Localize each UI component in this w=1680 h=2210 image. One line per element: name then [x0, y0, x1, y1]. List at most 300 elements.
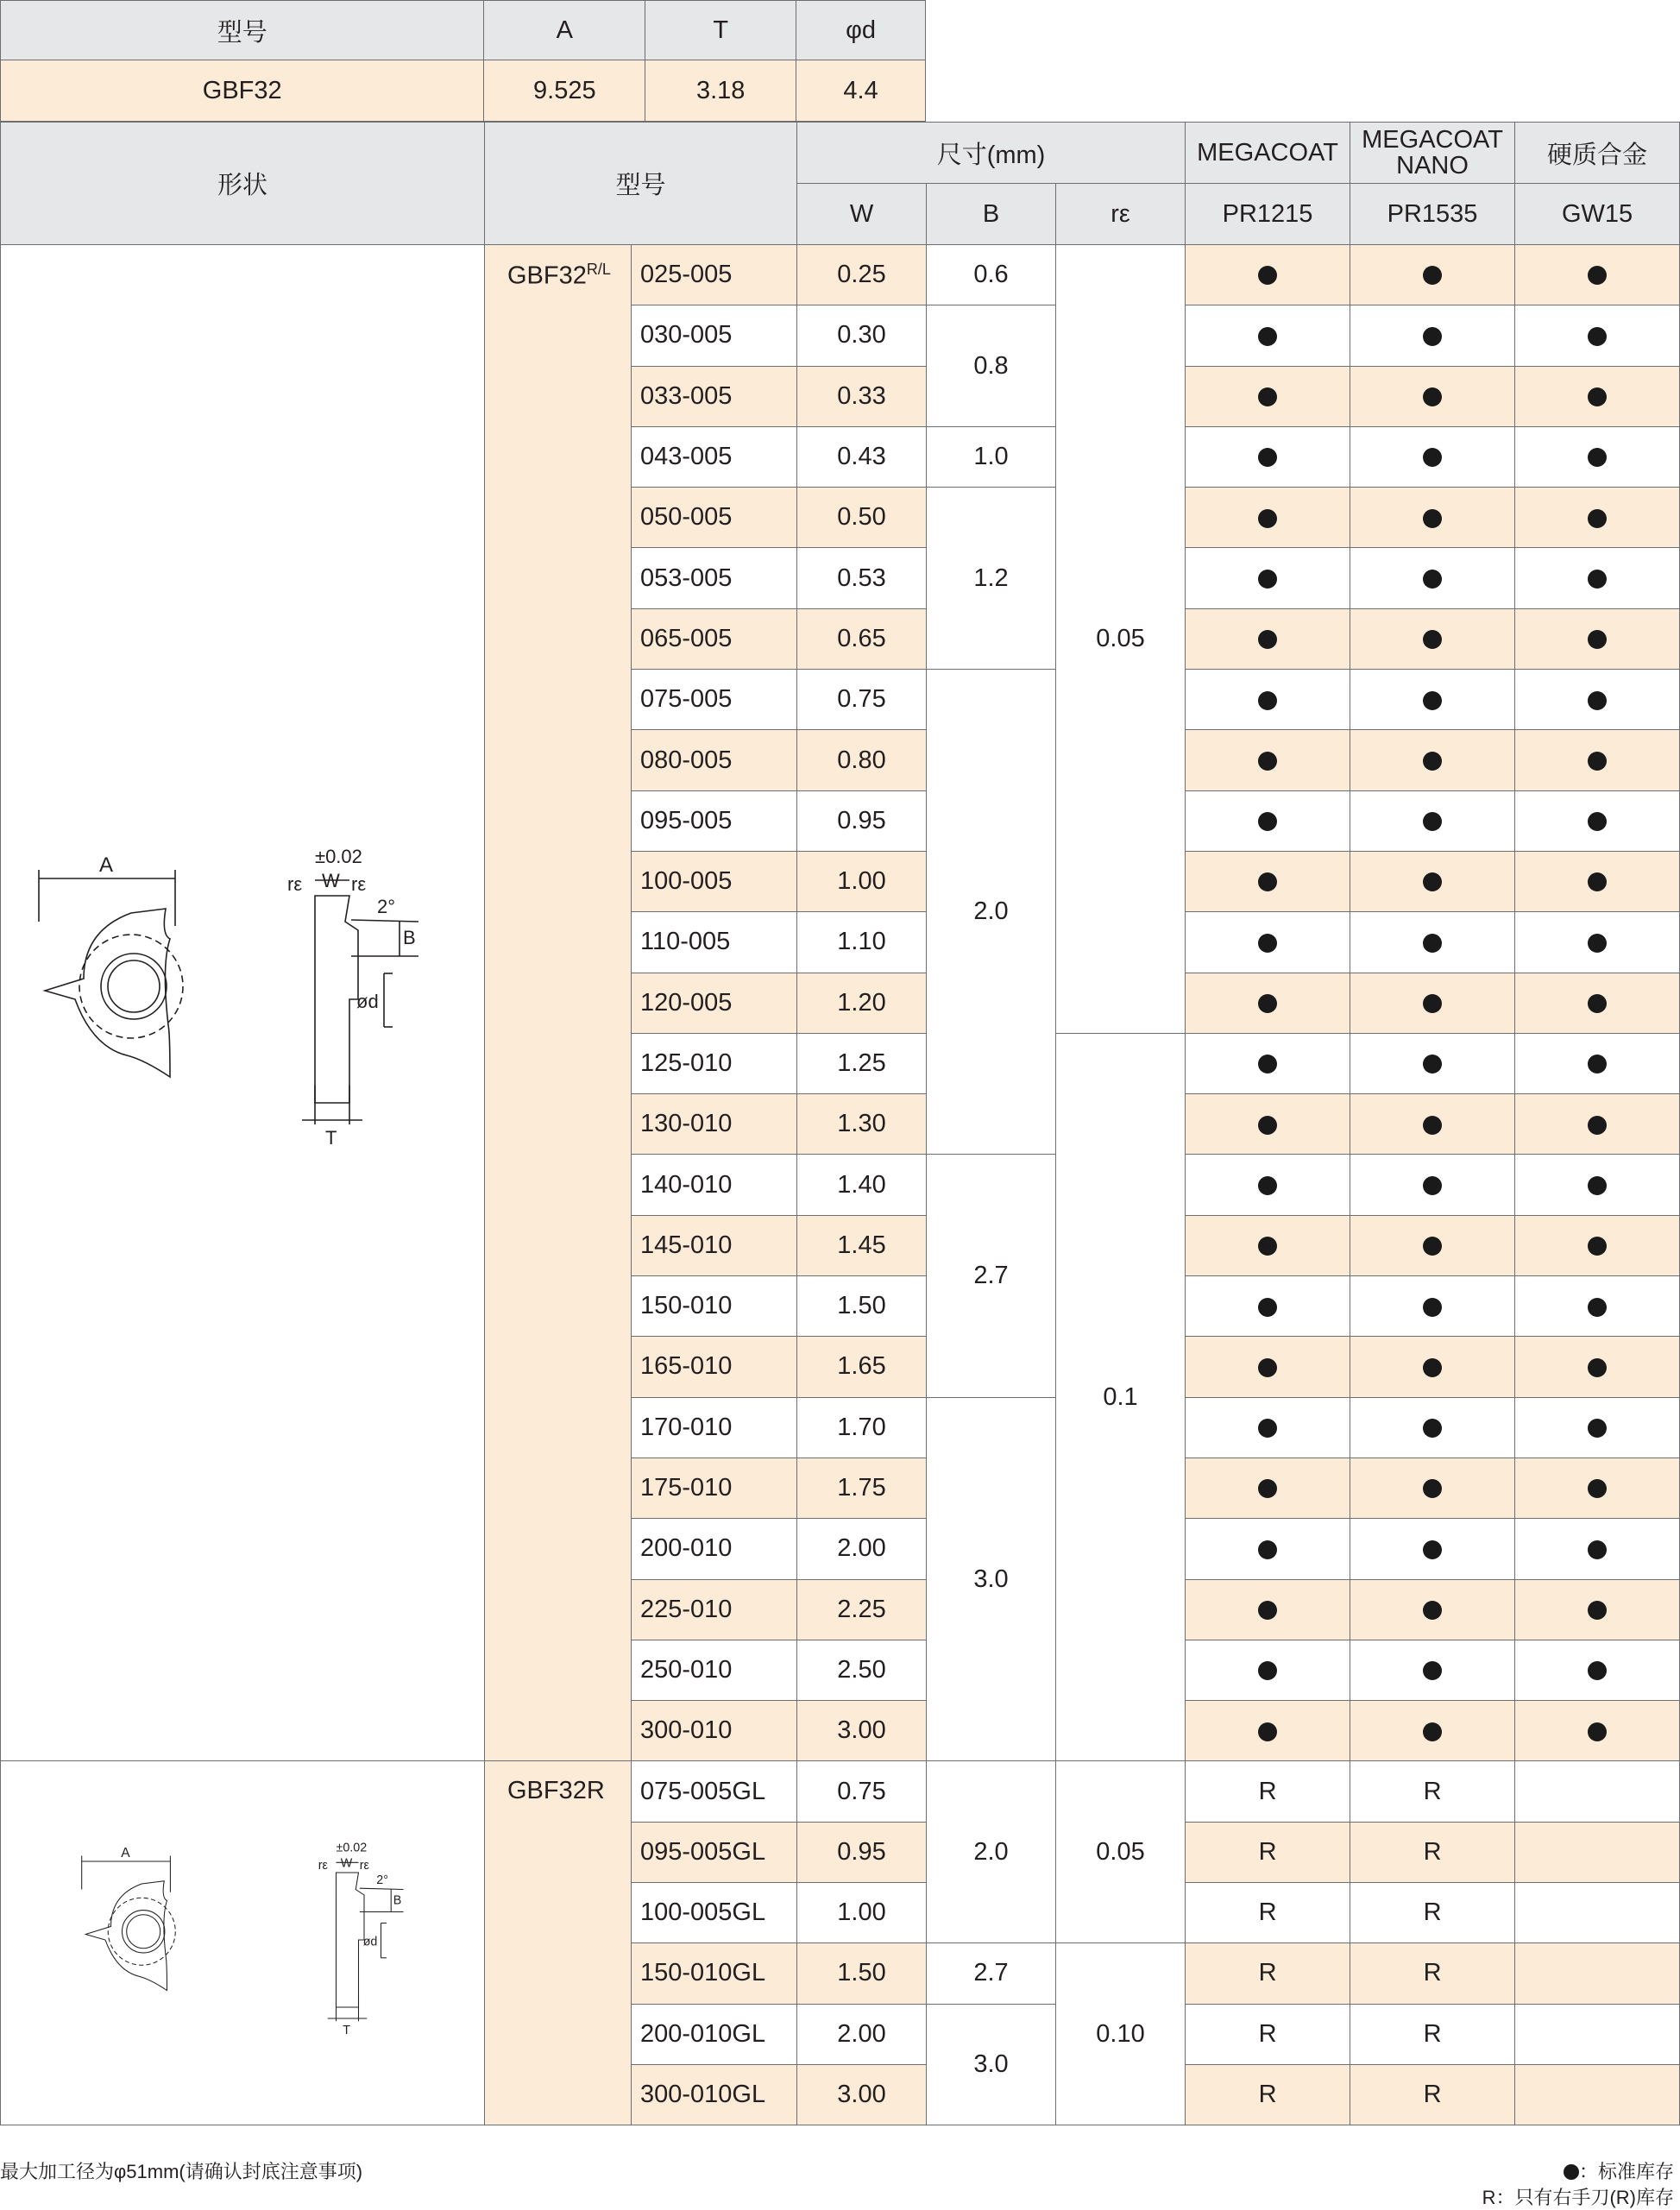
- b-cell: 3.0: [927, 2004, 1056, 2125]
- code-cell: 095-005GL: [632, 1822, 797, 1882]
- family-name: GBF32R: [507, 1777, 605, 1805]
- grade-pr1215-cell: [1186, 973, 1350, 1033]
- code-cell: 053-005: [632, 548, 797, 608]
- label-angle: 2°: [377, 896, 396, 918]
- header-b: B: [927, 184, 1056, 245]
- grade-pr1535-cell: [1350, 426, 1515, 487]
- bullet-icon: [1258, 1116, 1277, 1135]
- bullet-icon: [1258, 691, 1277, 710]
- bullet-icon: [1258, 872, 1277, 891]
- grade-pr1535-cell: [1350, 1701, 1515, 1761]
- w-cell: 0.25: [797, 245, 927, 305]
- footer-note: 最大加工径为φ51mm(请确认封底注意事项): [0, 2161, 363, 2182]
- grade-pr1215-cell: [1186, 912, 1350, 973]
- code-cell: 080-005: [632, 730, 797, 790]
- w-cell: 1.40: [797, 1155, 927, 1215]
- grade-pr1535-cell: [1350, 488, 1515, 548]
- code-cell: 170-010: [632, 1397, 797, 1458]
- grade-pr1215-cell: [1186, 366, 1350, 426]
- w-cell: 3.00: [797, 2064, 927, 2125]
- b-cell: 2.0: [927, 1761, 1056, 1943]
- grade-pr1535-cell: [1350, 1397, 1515, 1458]
- grade-pr1215-cell: [1186, 1033, 1350, 1093]
- w-cell: 3.00: [797, 1701, 927, 1761]
- grade-gw15-cell: [1515, 2064, 1680, 2125]
- b-cell: 0.6: [927, 245, 1056, 305]
- code-cell: 150-010GL: [632, 1943, 797, 2004]
- bullet-icon: [1588, 1661, 1607, 1680]
- grade-pr1535-cell: [1350, 790, 1515, 851]
- code-cell: 075-005GL: [632, 1761, 797, 1822]
- code-cell: 025-005: [632, 245, 797, 305]
- grade-gw15-cell: [1515, 548, 1680, 608]
- label-w: W: [340, 1856, 353, 1871]
- insert-table: [0, 122, 1680, 2125]
- bullet-icon: [1423, 1237, 1442, 1256]
- family-cell: [485, 245, 632, 1761]
- label-b: B: [393, 1893, 402, 1908]
- header-carbide: 硬质合金: [1515, 123, 1680, 184]
- bullet-icon: [1588, 1722, 1607, 1741]
- grade-pr1215-cell: [1186, 1276, 1350, 1337]
- label-a: A: [98, 853, 113, 878]
- re-cell: 0.10: [1056, 1943, 1186, 2125]
- bullet-icon: [1423, 1358, 1442, 1377]
- bullet-icon: [1588, 994, 1607, 1013]
- grade-pr1535-cell: R: [1350, 2064, 1515, 2125]
- cell-model: GBF32: [1, 60, 484, 122]
- w-cell: 0.43: [797, 426, 927, 487]
- insert-drawing-icon: [32, 827, 291, 1172]
- grade-pr1535-cell: [1350, 1155, 1515, 1215]
- shape-cell: [1, 1761, 485, 2125]
- grade-gw15-cell: [1515, 1519, 1680, 1579]
- w-cell: 1.25: [797, 1033, 927, 1093]
- w-cell: 1.30: [797, 1094, 927, 1155]
- grade-pr1535-cell: [1350, 1215, 1515, 1275]
- grade-gw15-cell: [1515, 790, 1680, 851]
- code-cell: 140-010: [632, 1155, 797, 1215]
- bullet-icon: [1258, 1540, 1277, 1559]
- grade-gw15-cell: [1515, 488, 1680, 548]
- grade-pr1215-cell: R: [1186, 1883, 1350, 1943]
- bullet-icon: [1423, 812, 1442, 831]
- grade-gw15-cell: [1515, 1397, 1680, 1458]
- grade-pr1535-cell: [1350, 973, 1515, 1033]
- bullet-icon: [1564, 2164, 1579, 2180]
- dimension-table: [0, 0, 926, 122]
- group1-body: [1, 245, 1680, 1761]
- code-cell: 065-005: [632, 608, 797, 669]
- w-cell: 0.30: [797, 305, 927, 366]
- w-cell: 1.10: [797, 912, 927, 973]
- b-cell: 2.7: [927, 1155, 1056, 1397]
- grade-pr1215-cell: [1186, 790, 1350, 851]
- bullet-icon: [1423, 934, 1442, 953]
- w-cell: 0.75: [797, 670, 927, 730]
- b-cell: 3.0: [927, 1397, 1056, 1761]
- grade-pr1215-cell: [1186, 670, 1350, 730]
- bullet-icon: [1423, 1540, 1442, 1559]
- grade-gw15-cell: [1515, 973, 1680, 1033]
- grade-pr1215-cell: [1186, 851, 1350, 911]
- grade-gw15-cell: [1515, 1701, 1680, 1761]
- code-cell: 120-005: [632, 973, 797, 1033]
- grade-gw15-cell: [1515, 1943, 1680, 2004]
- label-tol: ±0.02: [315, 846, 362, 868]
- bullet-icon: [1258, 752, 1277, 771]
- w-cell: 1.50: [797, 1943, 927, 2004]
- bullet-icon: [1588, 1116, 1607, 1135]
- bullet-icon: [1588, 1479, 1607, 1498]
- bullet-icon: [1258, 1176, 1277, 1195]
- cell-d: 4.4: [796, 60, 926, 122]
- grade-gw15-cell: [1515, 366, 1680, 426]
- grade-pr1535-cell: R: [1350, 1883, 1515, 1943]
- grade-gw15-cell: [1515, 1640, 1680, 1700]
- w-cell: 1.70: [797, 1397, 927, 1458]
- b-cell: 1.2: [927, 488, 1056, 670]
- grade-gw15-cell: [1515, 426, 1680, 487]
- bullet-icon: [1588, 570, 1607, 589]
- grade-pr1535-cell: [1350, 1519, 1515, 1579]
- grade-gw15-cell: [1515, 1883, 1680, 1943]
- code-cell: 200-010GL: [632, 2004, 797, 2064]
- code-cell: 300-010: [632, 1701, 797, 1761]
- header-a: A: [484, 1, 645, 60]
- w-cell: 1.00: [797, 1883, 927, 1943]
- bullet-icon: [1588, 1176, 1607, 1195]
- bullet-icon: [1258, 1237, 1277, 1256]
- grade-pr1215-cell: R: [1186, 2004, 1350, 2064]
- bullet-icon: [1423, 1298, 1442, 1317]
- code-cell: 225-010: [632, 1579, 797, 1640]
- bullet-icon: [1588, 266, 1607, 285]
- bullet-icon: [1258, 448, 1277, 467]
- bullet-icon: [1258, 570, 1277, 589]
- legend-dot-item: [1564, 2157, 1674, 2184]
- label-w: W: [322, 870, 340, 892]
- re-cell: 0.05: [1056, 245, 1186, 1034]
- grade-pr1215-cell: [1186, 1215, 1350, 1275]
- bullet-icon: [1258, 327, 1277, 346]
- grade-pr1215-cell: [1186, 1519, 1350, 1579]
- bullet-icon: [1588, 872, 1607, 891]
- grade-pr1535-cell: [1350, 245, 1515, 305]
- re-cell: 0.1: [1056, 1033, 1186, 1761]
- bullet-icon: [1423, 327, 1442, 346]
- w-cell: 0.95: [797, 790, 927, 851]
- grade-pr1215-cell: [1186, 608, 1350, 669]
- header-pr1215: PR1215: [1186, 184, 1350, 245]
- shape-cell: [1, 245, 485, 1761]
- re-cell: 0.05: [1056, 1761, 1186, 1943]
- bullet-icon: [1588, 509, 1607, 528]
- grade-pr1535-cell: [1350, 1579, 1515, 1640]
- header-d: φd: [796, 1, 926, 60]
- grade-pr1215-cell: [1186, 548, 1350, 608]
- bullet-icon: [1588, 387, 1607, 406]
- grade-gw15-cell: [1515, 1033, 1680, 1093]
- code-cell: 300-010GL: [632, 2064, 797, 2125]
- header-pr1535: PR1535: [1350, 184, 1515, 245]
- grade-gw15-cell: [1515, 912, 1680, 973]
- grade-pr1215-cell: R: [1186, 1822, 1350, 1882]
- grade-pr1215-cell: [1186, 1094, 1350, 1155]
- bullet-icon: [1423, 1176, 1442, 1195]
- w-cell: 1.50: [797, 1276, 927, 1337]
- header-re: rε: [1056, 184, 1186, 245]
- bullet-icon: [1258, 1298, 1277, 1317]
- grade-pr1215-cell: R: [1186, 2064, 1350, 2125]
- header-gw15: GW15: [1515, 184, 1680, 245]
- grade-pr1535-cell: [1350, 1094, 1515, 1155]
- grade-gw15-cell: [1515, 245, 1680, 305]
- bullet-icon: [1423, 691, 1442, 710]
- bullet-icon: [1423, 266, 1442, 285]
- code-cell: 175-010: [632, 1458, 797, 1518]
- bullet-icon: [1258, 934, 1277, 953]
- bullet-icon: [1258, 1358, 1277, 1377]
- cell-t: 3.18: [645, 60, 796, 122]
- b-cell: 0.8: [927, 305, 1056, 427]
- label-tol: ±0.02: [336, 1841, 368, 1855]
- header-megacoat-nano-line1: MEGACOAT: [1362, 125, 1503, 154]
- header-megacoat: MEGACOAT: [1186, 123, 1350, 184]
- grade-gw15-cell: [1515, 1579, 1680, 1640]
- w-cell: 0.80: [797, 730, 927, 790]
- grade-gw15-cell: [1515, 608, 1680, 669]
- w-cell: 2.00: [797, 1519, 927, 1579]
- grade-gw15-cell: [1515, 1276, 1680, 1337]
- grade-pr1535-cell: R: [1350, 1822, 1515, 1882]
- code-cell: 050-005: [632, 488, 797, 548]
- w-cell: 2.50: [797, 1640, 927, 1700]
- group2-body: [1, 1761, 1680, 2125]
- bullet-icon: [1258, 994, 1277, 1013]
- grade-gw15-cell: [1515, 1458, 1680, 1518]
- code-cell: 145-010: [632, 1215, 797, 1275]
- grade-pr1535-cell: [1350, 305, 1515, 366]
- bullet-icon: [1588, 327, 1607, 346]
- w-cell: 0.53: [797, 548, 927, 608]
- grade-pr1215-cell: [1186, 1337, 1350, 1397]
- table-row: [1, 245, 1680, 305]
- grade-pr1215-cell: [1186, 245, 1350, 305]
- bullet-icon: [1423, 1479, 1442, 1498]
- grade-pr1215-cell: [1186, 1701, 1350, 1761]
- w-cell: 1.00: [797, 851, 927, 911]
- label-re-right: rε: [351, 873, 367, 896]
- bullet-icon: [1423, 630, 1442, 649]
- bullet-icon: [1258, 266, 1277, 285]
- grade-pr1535-cell: [1350, 670, 1515, 730]
- code-cell: 165-010: [632, 1337, 797, 1397]
- b-cell: 2.7: [927, 1943, 1056, 2004]
- grade-pr1535-cell: R: [1350, 2004, 1515, 2064]
- grade-pr1215-cell: [1186, 730, 1350, 790]
- bullet-icon: [1423, 448, 1442, 467]
- grade-pr1535-cell: [1350, 1276, 1515, 1337]
- bullet-icon: [1588, 448, 1607, 467]
- code-cell: 150-010: [632, 1276, 797, 1337]
- w-cell: 1.20: [797, 973, 927, 1033]
- grade-pr1215-cell: [1186, 305, 1350, 366]
- label-re-left: rε: [287, 873, 303, 896]
- w-cell: 0.95: [797, 1822, 927, 1882]
- grade-gw15-cell: [1515, 1822, 1680, 1882]
- label-b: B: [403, 927, 416, 949]
- grade-gw15-cell: [1515, 1337, 1680, 1397]
- bullet-icon: [1588, 1358, 1607, 1377]
- bullet-icon: [1588, 934, 1607, 953]
- bullet-icon: [1423, 1661, 1442, 1680]
- header-model: 型号: [485, 123, 797, 245]
- legend-r-text: R：只有右手刀(R)库存: [1482, 2187, 1674, 2208]
- label-t: T: [325, 1127, 337, 1149]
- label-d: ød: [356, 991, 379, 1013]
- bullet-icon: [1258, 387, 1277, 406]
- bullet-icon: [1588, 691, 1607, 710]
- bullet-icon: [1588, 1601, 1607, 1620]
- grade-pr1215-cell: [1186, 1579, 1350, 1640]
- grade-pr1535-cell: [1350, 608, 1515, 669]
- grade-pr1215-cell: [1186, 488, 1350, 548]
- grade-pr1535-cell: [1350, 1033, 1515, 1093]
- code-cell: 033-005: [632, 366, 797, 426]
- grade-gw15-cell: [1515, 670, 1680, 730]
- label-a: A: [121, 1845, 130, 1861]
- bullet-icon: [1258, 1479, 1277, 1498]
- header-shape: 形状: [1, 123, 485, 245]
- grade-gw15-cell: [1515, 730, 1680, 790]
- b-cell: 1.0: [927, 426, 1056, 487]
- header-dimensions: 尺寸(mm): [797, 123, 1186, 184]
- w-cell: 0.50: [797, 488, 927, 548]
- grade-pr1215-cell: [1186, 1397, 1350, 1458]
- grade-pr1215-cell: R: [1186, 1943, 1350, 2004]
- w-cell: 2.25: [797, 1579, 927, 1640]
- bullet-icon: [1423, 872, 1442, 891]
- bullet-icon: [1423, 1116, 1442, 1135]
- bullet-icon: [1588, 1298, 1607, 1317]
- grade-gw15-cell: [1515, 851, 1680, 911]
- header-w: W: [797, 184, 927, 245]
- code-cell: 130-010: [632, 1094, 797, 1155]
- bullet-icon: [1258, 1661, 1277, 1680]
- family-name: GBF32: [507, 261, 587, 290]
- grade-pr1535-cell: R: [1350, 1943, 1515, 2004]
- bullet-icon: [1258, 1419, 1277, 1438]
- w-cell: 1.45: [797, 1215, 927, 1275]
- w-cell: 1.75: [797, 1458, 927, 1518]
- grade-pr1215-cell: [1186, 426, 1350, 487]
- bullet-icon: [1588, 1419, 1607, 1438]
- legend-dot-text: ：标准库存: [1578, 2161, 1674, 2182]
- family-handedness: R/L: [586, 261, 611, 278]
- grade-pr1535-cell: [1350, 912, 1515, 973]
- grade-pr1535-cell: [1350, 730, 1515, 790]
- code-cell: 043-005: [632, 426, 797, 487]
- grade-gw15-cell: [1515, 1094, 1680, 1155]
- code-cell: 100-005: [632, 851, 797, 911]
- insert-drawing-icon: [32, 1828, 291, 2052]
- code-cell: 075-005: [632, 670, 797, 730]
- bullet-icon: [1258, 1722, 1277, 1741]
- b-cell: 2.0: [927, 670, 1056, 1155]
- bullet-icon: [1258, 1601, 1277, 1620]
- header-megacoat-nano: [1350, 123, 1515, 184]
- bullet-icon: [1423, 1722, 1442, 1741]
- grade-pr1215-cell: [1186, 1155, 1350, 1215]
- grade-pr1215-cell: [1186, 1458, 1350, 1518]
- grade-pr1535-cell: [1350, 851, 1515, 911]
- grade-gw15-cell: [1515, 2004, 1680, 2064]
- bullet-icon: [1423, 994, 1442, 1013]
- code-cell: 030-005: [632, 305, 797, 366]
- w-cell: 0.75: [797, 1761, 927, 1822]
- bullet-icon: [1588, 1237, 1607, 1256]
- w-cell: 2.00: [797, 2004, 927, 2064]
- bullet-icon: [1588, 752, 1607, 771]
- code-cell: 095-005: [632, 790, 797, 851]
- bullet-icon: [1258, 630, 1277, 649]
- bullet-icon: [1588, 812, 1607, 831]
- grade-pr1535-cell: [1350, 1640, 1515, 1700]
- grade-gw15-cell: [1515, 1215, 1680, 1275]
- bullet-icon: [1258, 509, 1277, 528]
- label-re-right: rε: [359, 1858, 369, 1873]
- label-t: T: [343, 2024, 351, 2038]
- bullet-icon: [1258, 812, 1277, 831]
- bullet-icon: [1423, 1055, 1442, 1074]
- grade-pr1215-cell: R: [1186, 1761, 1350, 1822]
- cell-a: 9.525: [484, 60, 645, 122]
- code-cell: 125-010: [632, 1033, 797, 1093]
- header-model: 型号: [1, 1, 484, 60]
- bullet-icon: [1588, 1540, 1607, 1559]
- label-re-left: rε: [318, 1858, 328, 1873]
- code-cell: 250-010: [632, 1640, 797, 1700]
- bullet-icon: [1423, 570, 1442, 589]
- grade-gw15-cell: [1515, 305, 1680, 366]
- w-cell: 1.65: [797, 1337, 927, 1397]
- bullet-icon: [1258, 1055, 1277, 1074]
- grade-pr1215-cell: [1186, 1640, 1350, 1700]
- insert-side-drawing-icon: [298, 1828, 453, 2052]
- grade-gw15-cell: [1515, 1761, 1680, 1822]
- code-cell: 200-010: [632, 1519, 797, 1579]
- grade-pr1535-cell: [1350, 366, 1515, 426]
- bullet-icon: [1423, 509, 1442, 528]
- grade-gw15-cell: [1515, 1155, 1680, 1215]
- grade-pr1535-cell: [1350, 1458, 1515, 1518]
- bullet-icon: [1423, 1419, 1442, 1438]
- header-megacoat-nano-line2: NANO: [1396, 152, 1469, 179]
- bullet-icon: [1588, 630, 1607, 649]
- table-row: [1, 1761, 1680, 1822]
- w-cell: 0.33: [797, 366, 927, 426]
- label-d: ød: [362, 1935, 378, 1949]
- grade-pr1535-cell: [1350, 1337, 1515, 1397]
- header-t: T: [645, 1, 796, 60]
- bullet-icon: [1423, 387, 1442, 406]
- bullet-icon: [1423, 1601, 1442, 1620]
- bullet-icon: [1423, 752, 1442, 771]
- code-cell: 100-005GL: [632, 1883, 797, 1943]
- code-cell: 110-005: [632, 912, 797, 973]
- grade-pr1535-cell: [1350, 548, 1515, 608]
